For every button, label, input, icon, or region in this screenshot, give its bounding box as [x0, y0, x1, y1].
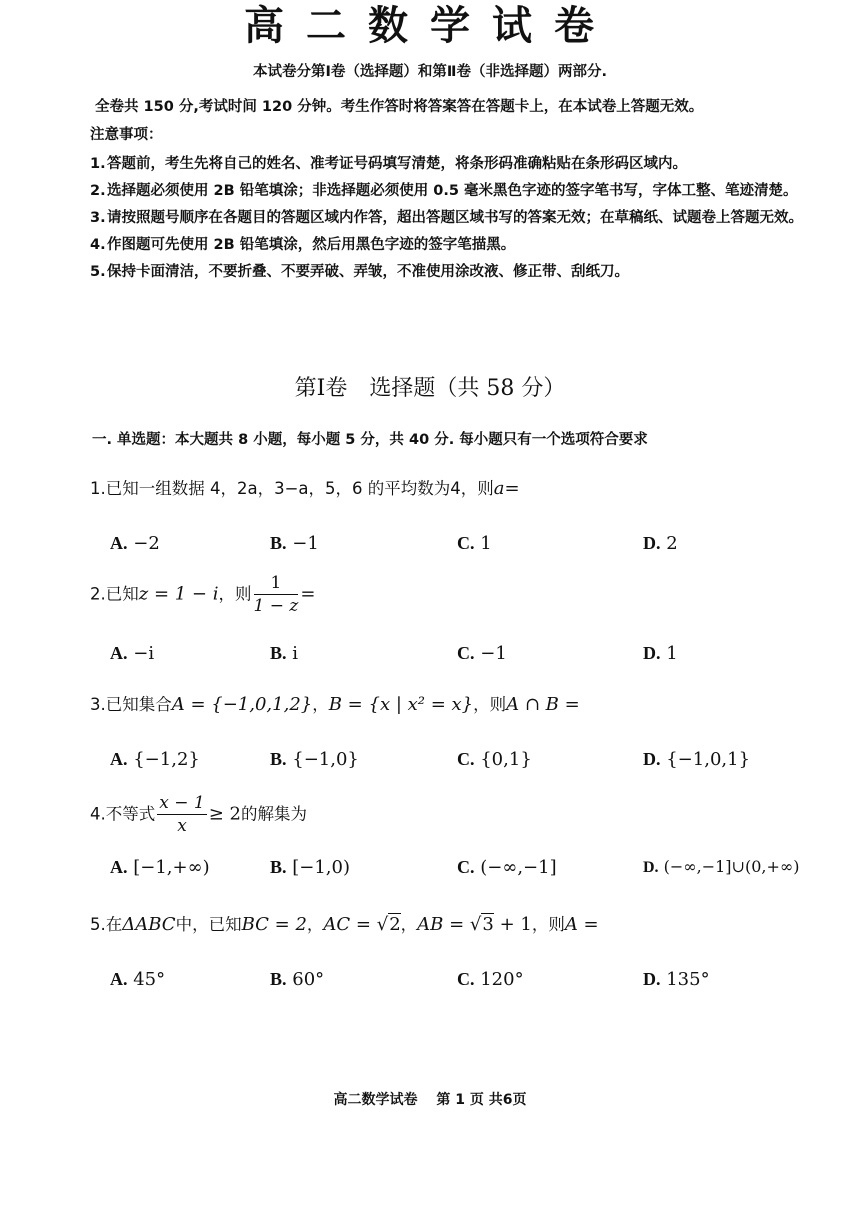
option-text: i	[292, 643, 299, 664]
option-text: 1	[666, 643, 678, 664]
question-math: AC =	[323, 914, 377, 935]
notes-list	[90, 151, 845, 286]
fraction	[157, 792, 206, 837]
question-1-options	[110, 530, 830, 556]
page-footer: 高二数学试卷 第 1 页 共6页	[333, 1092, 527, 1108]
question-math: AB =	[417, 914, 470, 935]
sqrt-radicand: 2	[389, 914, 401, 935]
option-d[interactable]	[643, 966, 710, 993]
option-b[interactable]	[270, 530, 319, 557]
option-text: {−1,0}	[292, 749, 359, 770]
question-stem: ，则	[473, 695, 507, 714]
option-text: 120°	[480, 969, 524, 990]
question-number: 3.	[90, 695, 106, 714]
sqrt-sign: √	[376, 914, 389, 935]
question-math: A =	[564, 914, 599, 935]
question-4	[90, 792, 307, 837]
option-b[interactable]	[270, 640, 298, 667]
section-title: 第Ⅰ卷 选择题（共 58 分）	[294, 376, 566, 401]
option-label: A.	[110, 533, 128, 553]
option-c[interactable]	[457, 966, 524, 993]
option-c[interactable]	[457, 746, 532, 773]
option-label: B.	[270, 969, 287, 989]
option-text: −2	[133, 533, 160, 554]
question-stem: 的解集为	[240, 804, 307, 824]
option-label: C.	[457, 969, 475, 989]
option-b[interactable]	[270, 746, 359, 773]
option-a[interactable]	[110, 530, 160, 557]
note-text: 作图题可先使用 2B 铅笔填涂，然后用黑色字迹的签字笔描黑。	[107, 237, 516, 253]
option-label: C.	[457, 749, 475, 769]
question-number: 1.	[90, 479, 106, 498]
option-d[interactable]	[643, 854, 799, 881]
option-label: C.	[457, 533, 475, 553]
exam-title: 高二数学试卷	[244, 2, 616, 49]
fraction-denominator: x	[177, 816, 187, 836]
option-c[interactable]	[457, 530, 492, 557]
option-label: D.	[643, 749, 661, 769]
option-a[interactable]	[110, 746, 200, 773]
note-number: 4.	[90, 237, 106, 253]
question-5-options	[110, 966, 830, 992]
option-a[interactable]	[110, 640, 154, 667]
question-2	[90, 572, 315, 617]
question-math: B = {x | x² = x}	[328, 694, 474, 715]
option-text: [−1,0)	[292, 857, 351, 878]
option-text: −i	[133, 643, 155, 664]
note-number: 5.	[90, 264, 106, 280]
option-label: A.	[110, 749, 128, 769]
option-text: (−∞,−1]	[480, 857, 557, 878]
option-label: B.	[270, 857, 287, 877]
note-text: 选择题必须使用 2B 铅笔填涂；非选择题必须使用 0.5 毫米黑色字迹的签字笔书写，字体工整、笔迹清楚。	[107, 183, 798, 199]
sqrt-radicand: 3	[482, 914, 494, 935]
option-text: −1	[292, 533, 319, 554]
question-stem: ，	[306, 915, 324, 934]
question-stem: 已知	[105, 584, 139, 604]
question-stem: 已知一组数据 4，2a，3−a，5，6 的平均数为4，则	[105, 479, 494, 498]
fraction-denominator: 1 − z	[253, 596, 299, 616]
option-text: 60°	[292, 969, 325, 990]
sqrt-sign: √	[469, 914, 482, 935]
option-d[interactable]	[643, 746, 750, 773]
option-a[interactable]	[110, 854, 210, 881]
question-stem: ，则	[531, 915, 565, 934]
option-label: C.	[457, 643, 475, 663]
question-5	[90, 912, 599, 938]
option-text: {0,1}	[480, 749, 532, 770]
option-c[interactable]	[457, 854, 557, 881]
option-label: B.	[270, 533, 287, 553]
part-heading: 一. 单选题：本大题共 8 小题，每小题 5 分，共 40 分. 每小题只有一个选项符合要求	[92, 432, 648, 448]
option-c[interactable]	[457, 640, 507, 667]
option-label: D.	[643, 859, 659, 876]
question-math: + 1	[493, 914, 532, 935]
option-text: 2	[666, 533, 678, 554]
option-b[interactable]	[270, 966, 324, 993]
note-item	[90, 232, 845, 259]
question-math: ≥ 2	[208, 803, 241, 825]
question-1	[90, 476, 520, 502]
option-label: B.	[270, 643, 287, 663]
question-math: A ∩ B =	[506, 694, 580, 715]
note-item	[90, 178, 845, 205]
exam-subtitle: 本试卷分第Ⅰ卷（选择题）和第Ⅱ卷（非选择题）两部分.	[253, 64, 607, 80]
question-math: =	[300, 583, 316, 605]
note-text: 答题前，考生先将自己的姓名、准考证号码填写清楚，将条形码准确粘贴在条形码区域内。	[107, 156, 687, 172]
note-item	[90, 205, 845, 232]
question-math: BC = 2	[241, 914, 307, 935]
question-stem: 不等式	[105, 804, 156, 824]
option-text: [−1,+∞)	[133, 857, 210, 878]
option-text: 135°	[666, 969, 710, 990]
question-3	[90, 692, 580, 718]
option-text: 1	[480, 533, 492, 554]
option-label: A.	[110, 857, 128, 877]
option-d[interactable]	[643, 530, 678, 557]
question-stem: 已知集合	[105, 695, 172, 714]
question-math: =	[504, 478, 520, 499]
note-text: 请按照题号顺序在各题目的答题区域内作答，超出答题区域书写的答案无效；在草稿纸、试题卷上答题无效。	[107, 210, 803, 226]
notes-heading: 注意事项：	[90, 127, 163, 143]
note-number: 3.	[90, 210, 106, 226]
question-math: ΔABC	[122, 914, 176, 935]
option-text: 45°	[133, 969, 166, 990]
note-item	[90, 259, 845, 286]
option-label: A.	[110, 969, 128, 989]
question-number: 5.	[90, 915, 106, 934]
question-math: A = {−1,0,1,2}	[171, 694, 313, 715]
fraction-numerator: 1	[254, 572, 299, 595]
question-stem: ，则	[218, 584, 252, 604]
exam-intro: 全卷共 150 分,考试时间 120 分钟。考生作答时将答案答在答题卡上，在本试卷上答题无效。	[95, 99, 704, 115]
option-a[interactable]	[110, 966, 165, 993]
option-text: {−1,0,1}	[666, 749, 751, 770]
question-number: 4.	[90, 804, 106, 824]
option-text: −1	[480, 643, 507, 664]
fraction-numerator: x − 1	[159, 793, 205, 813]
option-text: (−∞,−1]∪(0,+∞)	[663, 857, 800, 876]
option-label: D.	[643, 643, 661, 663]
question-stem: 在	[105, 915, 123, 934]
note-number: 1.	[90, 156, 106, 172]
question-3-options	[110, 746, 830, 772]
note-number: 2.	[90, 183, 106, 199]
option-label: D.	[643, 969, 661, 989]
option-label: B.	[270, 749, 287, 769]
question-stem: ，	[400, 915, 418, 934]
option-label: D.	[643, 533, 661, 553]
note-item	[90, 151, 845, 178]
option-label: C.	[457, 857, 475, 877]
note-text: 保持卡面清洁，不要折叠、不要弄破、弄皱，不准使用涂改液、修正带、刮纸刀。	[107, 264, 629, 280]
question-math: a	[493, 478, 505, 499]
option-d[interactable]	[643, 640, 678, 667]
question-stem: ，	[312, 695, 329, 714]
fraction	[254, 572, 299, 617]
question-2-options	[110, 640, 830, 666]
question-math: z = 1 − i	[138, 583, 219, 605]
option-b[interactable]	[270, 854, 350, 881]
option-label: A.	[110, 643, 128, 663]
question-number: 2.	[90, 584, 106, 604]
question-4-options	[110, 854, 830, 880]
option-text: {−1,2}	[133, 749, 200, 770]
question-stem: 中，已知	[175, 915, 242, 934]
